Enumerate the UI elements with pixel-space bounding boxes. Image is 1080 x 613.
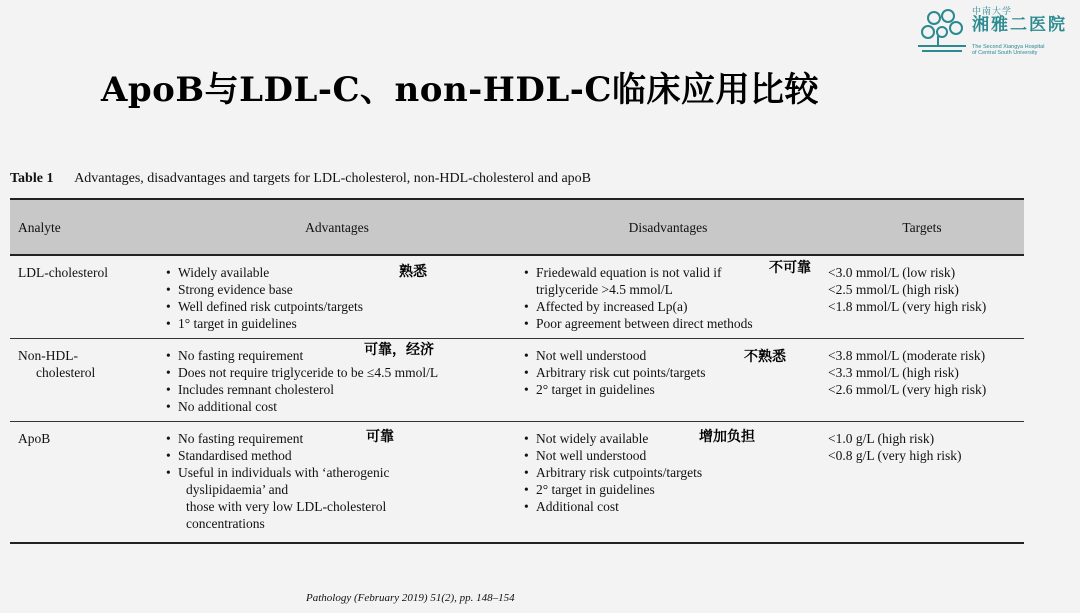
hospital-logo — [912, 4, 1072, 62]
table-row — [10, 255, 1024, 339]
header-advantages: Advantages — [158, 199, 516, 255]
target-value: <1.8 mmol/L (very high risk) — [828, 299, 987, 314]
list-item-text: Useful in individuals with ‘atherogenic — [178, 465, 390, 480]
analyte-name: LDL-cholesterol — [18, 265, 108, 280]
list-item: • 1° target in guidelines — [166, 315, 508, 332]
annotation-note: 熟悉 — [399, 264, 427, 280]
slide-title: ApoB与LDL-C、non-HDL-C临床应用比较 — [101, 70, 819, 110]
target-value: <3.0 mmol/L (low risk) — [828, 265, 956, 280]
analyte-cell — [10, 255, 158, 339]
target-value: <2.5 mmol/L (high risk) — [828, 282, 959, 297]
header-disadvantages: Disadvantages — [516, 199, 820, 255]
table-caption-text: Advantages, disadvantages and targets for LDL-cholesterol, non-HDL-cholesterol and apoB — [74, 171, 591, 186]
annotation-note: 增加负担 — [698, 429, 755, 445]
advantages-cell — [158, 422, 516, 544]
analyte-cell — [10, 339, 158, 422]
table-header-row — [10, 199, 1024, 255]
list-item — [166, 464, 508, 532]
disadvantages-cell — [516, 422, 820, 544]
annotation-note: 不熟悉 — [743, 349, 786, 365]
target-value: <3.8 mmol/L (moderate risk) — [828, 348, 986, 363]
disadvantages-cell — [516, 255, 820, 339]
list-item: • 2° target in guidelines — [524, 481, 812, 498]
analyte-name: ApoB — [18, 431, 51, 446]
list-item: • Does not require triglyceride to be ≤4.5 mmol/L — [166, 364, 508, 381]
comparison-table — [10, 198, 1024, 544]
target-value: <1.0 g/L (high risk) — [828, 431, 935, 446]
table-row — [10, 339, 1024, 422]
list-item-continuation: concentrations — [186, 516, 265, 531]
annotation-note: 可靠 — [366, 429, 394, 445]
list-item: • Not well understood — [524, 447, 812, 464]
list-item: • Includes remnant cholesterol — [166, 381, 508, 398]
list-item: • Strong evidence base — [166, 281, 508, 298]
table-caption — [10, 171, 591, 187]
annotation-note: 可靠，经济 — [364, 342, 434, 358]
target-value: <3.3 mmol/L (high risk) — [828, 365, 959, 380]
list-item: • No additional cost — [166, 398, 508, 415]
list-item: • Affected by increased Lp(a) — [524, 298, 812, 315]
logo-hospital-en-2: of Central South University — [972, 50, 1038, 57]
list-item: • 2° target in guidelines — [524, 381, 812, 398]
list-item-continuation: dyslipidaemia’ and — [186, 482, 289, 497]
flower-emblem-icon — [912, 6, 972, 56]
list-item-continuation: triglyceride >4.5 mmol/L — [535, 282, 673, 297]
logo-hospital-cn: 湘雅二医院 — [972, 15, 1067, 36]
list-item: • Additional cost — [524, 498, 812, 515]
header-targets: Targets — [820, 199, 1024, 255]
list-item-continuation: those with very low LDL-cholesterol — [186, 499, 387, 514]
table-caption-label: Table 1 — [10, 171, 54, 186]
target-value: <2.6 mmol/L (very high risk) — [828, 382, 987, 397]
advantages-cell — [158, 339, 516, 422]
table-row — [10, 422, 1024, 544]
targets-cell — [820, 339, 1024, 422]
logo-university-cn: 中南大学 — [972, 7, 1013, 17]
source-citation: Pathology (February 2019) 51(2), pp. 148–154 — [306, 592, 515, 604]
list-item: • Not widely available — [524, 430, 812, 447]
analyte-name: Non-HDL- — [18, 348, 78, 363]
disadvantages-cell — [516, 339, 820, 422]
list-item: • No fasting requirement — [166, 347, 508, 364]
list-item: • Arbitrary risk cut points/targets — [524, 364, 812, 381]
list-item: • Standardised method — [166, 447, 508, 464]
logo-hospital-en-1: The Second Xiangya Hospital — [972, 44, 1045, 50]
list-item: • Poor agreement between direct methods — [524, 315, 812, 332]
list-item: • Well defined risk cutpoints/targets — [166, 298, 508, 315]
targets-cell — [820, 422, 1024, 544]
list-item-text: Friedewald equation is not valid if — [535, 265, 722, 280]
list-item: • Widely available — [166, 264, 508, 281]
list-item: • Arbitrary risk cutpoints/targets — [524, 464, 812, 481]
list-item: • No fasting requirement — [166, 430, 508, 447]
list-item: • Not well understood — [524, 347, 812, 364]
analyte-name-line2: cholesterol — [36, 365, 96, 380]
target-value: <0.8 g/L (very high risk) — [828, 448, 962, 463]
targets-cell — [820, 255, 1024, 339]
analyte-cell — [10, 422, 158, 544]
advantages-cell — [158, 255, 516, 339]
header-analyte: Analyte — [10, 199, 158, 255]
annotation-note: 不可靠 — [768, 260, 811, 276]
